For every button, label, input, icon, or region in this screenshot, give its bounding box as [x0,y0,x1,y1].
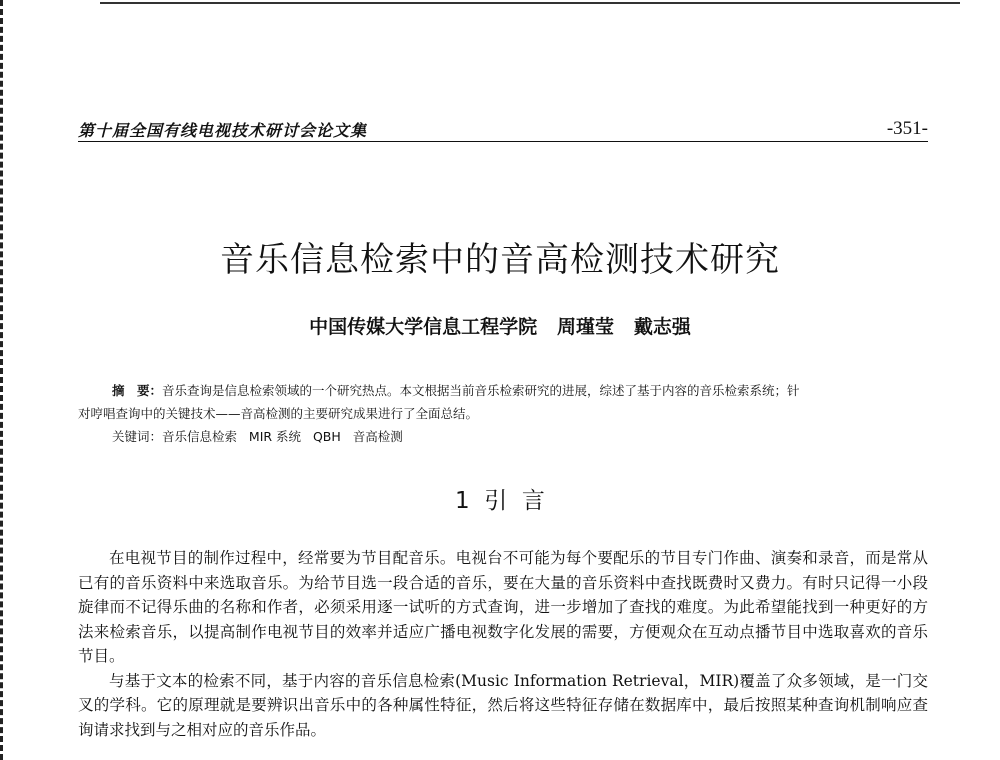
paper-title: 音乐信息检索中的音高检测技术研究 [220,240,780,280]
journal-title: 第十届全国有线电视技术研讨会论文集 [78,121,368,140]
keywords: 关键词：音乐信息检索 MIR 系统 QBH 音高检测 [112,429,403,444]
header-rule [78,141,928,142]
paragraph-2: 与基于文本的检索不同，基于内容的音乐信息检索(Music Information Retrieval，MIR)覆盖了众多领域，是一门交叉的学科。它的原理就是要辨识出音乐中的各种属性特征，然后将这些特征存储在数据库中，最后按照某种查询机制响应查询请求找到与之相对应的音乐作品。 [78,671,928,739]
running-header [78,118,928,142]
abstract-label: 摘 要： [112,383,163,398]
abstract-line-2: 对哼唱查询中的关键技术——音高检测的主要研究成果进行了全面总结。 [78,406,479,421]
abstract-line-1 [78,379,928,402]
author-byline: 中国传媒大学信息工程学院 周瑾莹 戴志强 [309,316,691,338]
abstract-text-1: 音乐查询是信息检索领域的一个研究热点。本文根据当前音乐检索研究的进展，综述了基于内容的音乐检索系统；针 [162,383,800,398]
scan-edge-left [0,0,9,760]
scan-edge-top [100,2,960,4]
page-number: -351- [886,118,928,139]
body-text [78,546,928,742]
section-heading: 1 引 言 [455,488,545,514]
paragraph-1: 在电视节目的制作过程中，经常要为节目配音乐。电视台不可能为每个要配乐的节目专门作曲、演奏和录音，而是常从已有的音乐资料中来选取音乐。为给节目选一段合适的音乐，要在大量的音乐资料中查找既费时又费力。有时只记得一小段旋律而不记得乐曲的名称和作者，必须采用逐一试听的方式查询，进一步增加了查找的难度。为此希望能找到一种更好的方法来检索音乐，以提高制作电视节目的效率并适应广播电视数字化发展的需要，方便观众在互动点播节目中选取喜欢的音乐节目。 [78,549,928,665]
abstract [78,379,928,425]
